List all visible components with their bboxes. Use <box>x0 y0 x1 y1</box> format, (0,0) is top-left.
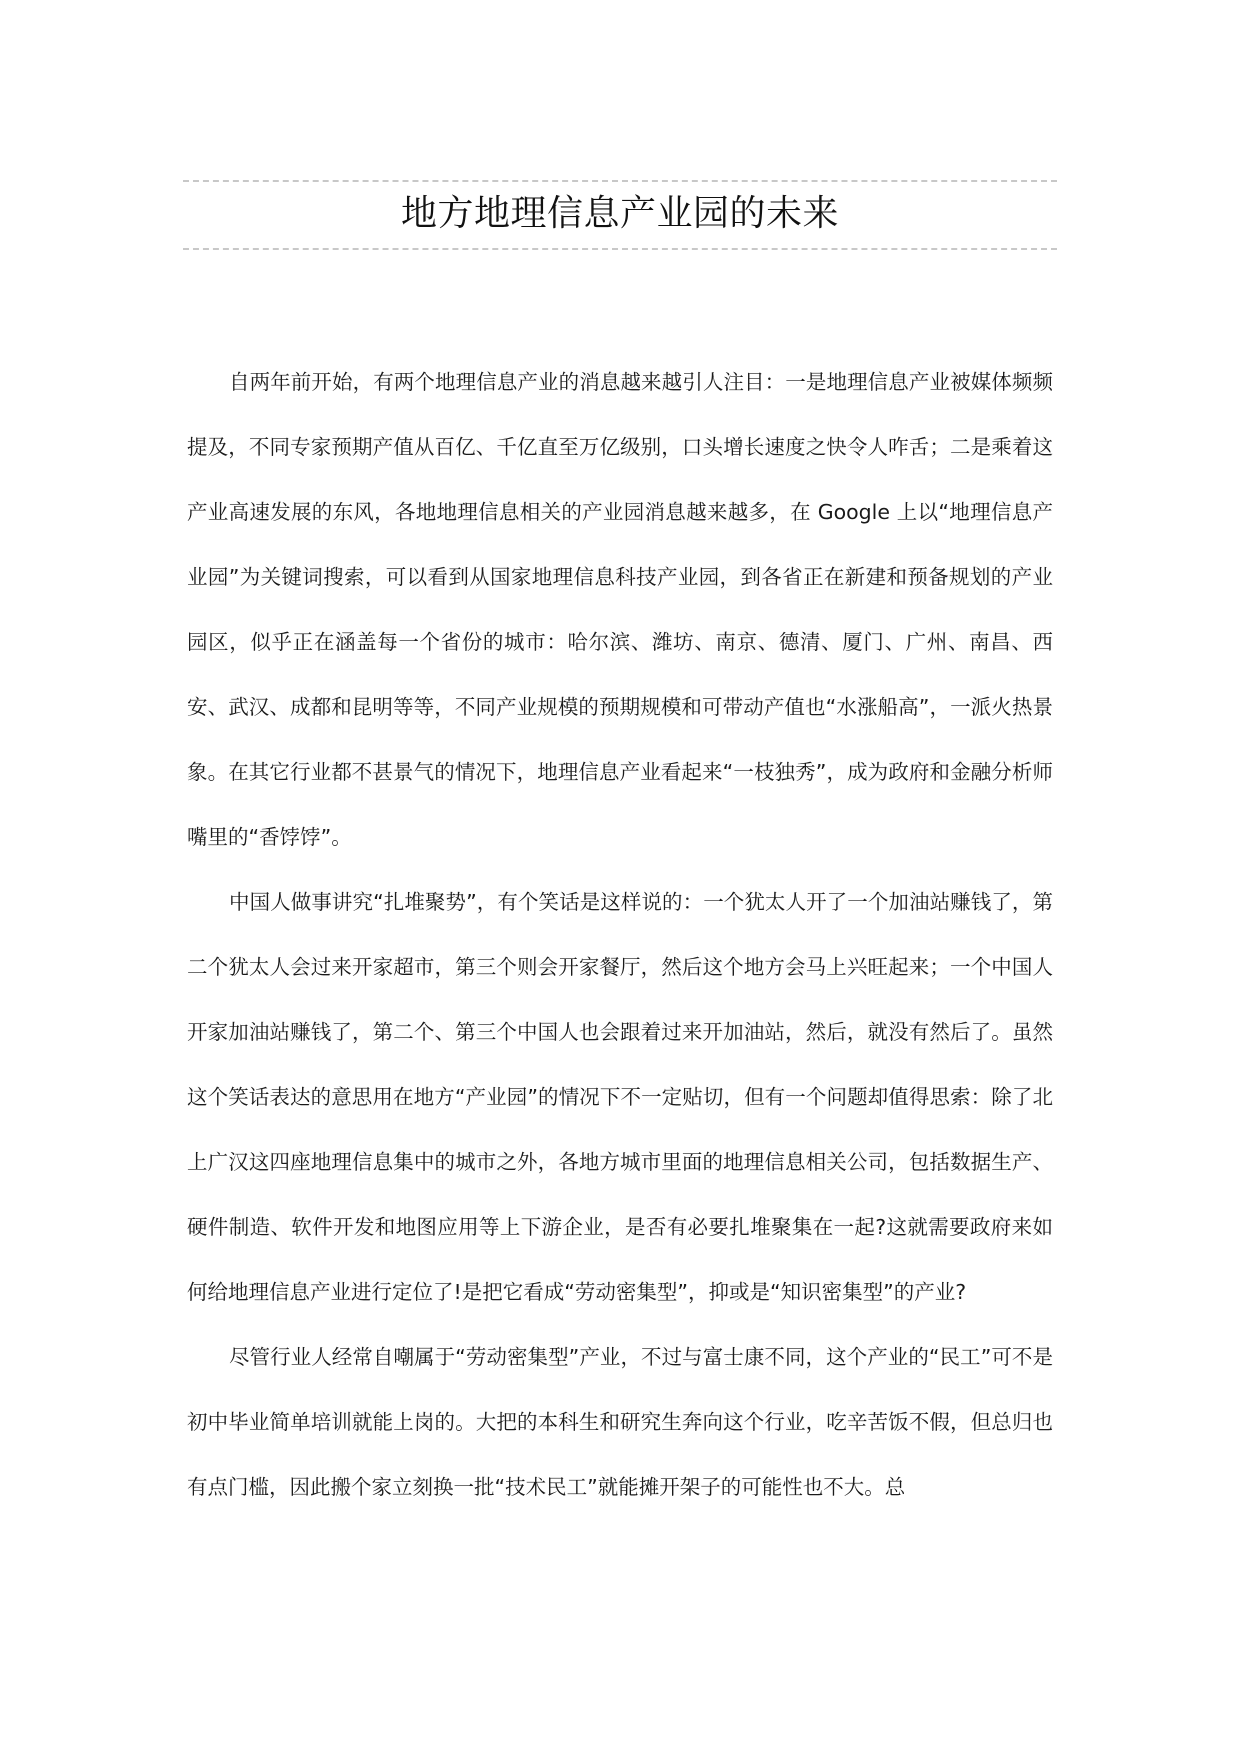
title-bottom-divider <box>183 248 1057 250</box>
title-block <box>183 180 1057 250</box>
document-title: 地方地理信息产业园的未来 <box>400 193 839 234</box>
paragraph-3: 尽管行业人经常自嘲属于“劳动密集型”产业，不过与富士康不同，这个产业的“民工”可不是初中毕业简单培训就能上岗的。大把的本科生和研究生奔向这个行业，吃辛苦饭不假，但总归也有点门槛，因此搬个家立刻换一批“技术民工”就能摊开架子的可能性也不大。总 <box>187 1345 1053 1499</box>
paragraph-2: 中国人做事讲究“扎堆聚势”，有个笑话是这样说的：一个犹太人开了一个加油站赚钱了，第二个犹太人会过来开家超市，第三个则会开家餐厅，然后这个地方会马上兴旺起来；一个中国人开家加油站赚钱了，第二个、第三个中国人也会跟着过来开加油站，然后，就没有然后了。虽然这个笑话表达的意思用在地方“产业园”的情况下不一定贴切，但有一个问题却值得思索：除了北上广汉这四座地理信息集中的城市之外，各地方城市里面的地理信息相关公司，包括数据生产、硬件制造、软件开发和地图应用等上下游企业，是否有必要扎堆聚集在一起?这就需要政府来如何给地理信息产业进行定位了!是把它看成“劳动密集型”，抑或是“知识密集型”的产业? <box>187 890 1053 1304</box>
paragraph-1: 自两年前开始，有两个地理信息产业的消息越来越引人注目：一是地理信息产业被媒体频频提及，不同专家预期产值从百亿、千亿直至万亿级别，口头增长速度之快令人咋舌；二是乘着这产业高速发展的东风，各地地理信息相关的产业园消息越来越多，在 Google 上以“地理信息产业园”为关键词搜索，可以看到从国家地理信息科技产业园，到各省正在新建和预备规划的产业园区，似乎正在涵盖每一个省份的城市：哈尔滨、潍坊、南京、德清、厦门、广州、南昌、西安、武汉、成都和昆明等等，不同产业规模的预期规模和可带动产值也“水涨船高”，一派火热景象。在其它行业都不甚景气的情况下，地理信息产业看起来“一枝独秀”，成为政府和金融分析师嘴里的“香饽饽”。 <box>187 370 1053 849</box>
document-body <box>187 350 1053 1520</box>
